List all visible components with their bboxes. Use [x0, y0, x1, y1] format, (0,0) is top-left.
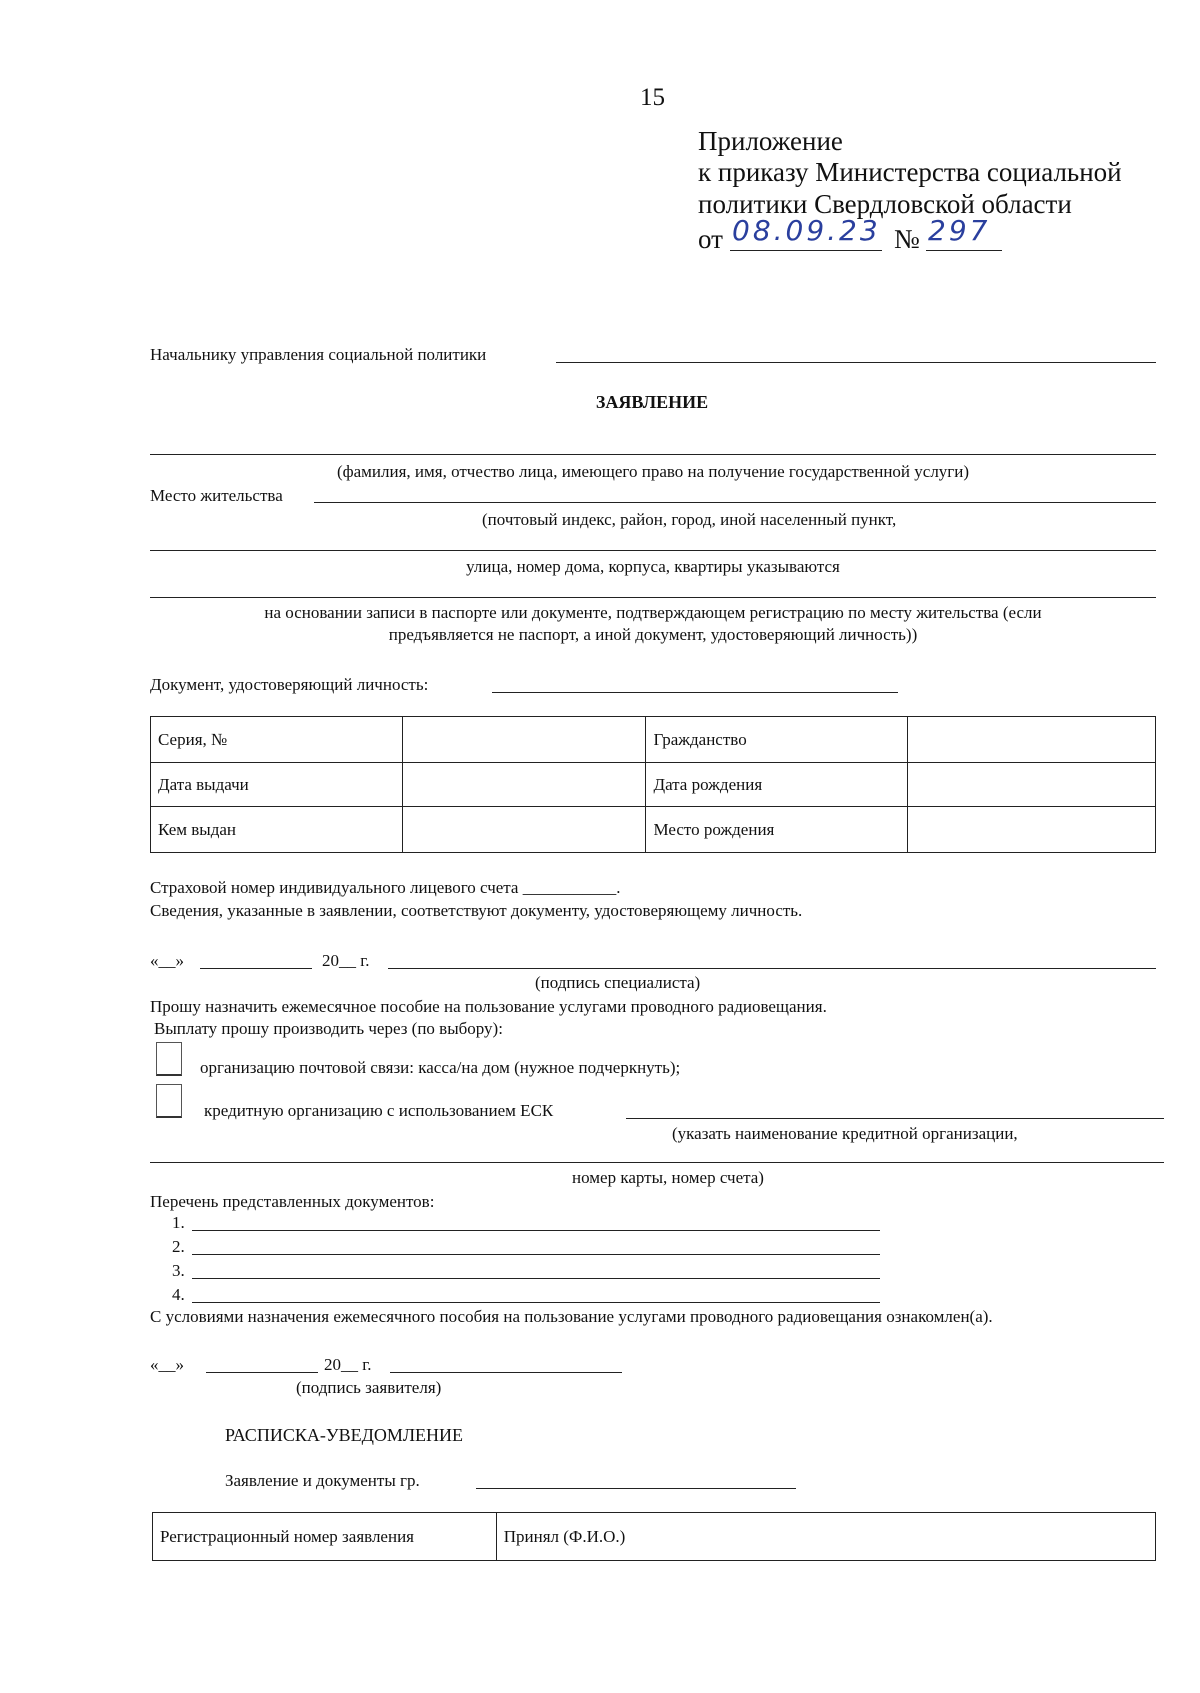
birth-place-value[interactable] [908, 807, 1156, 853]
residence-field-2[interactable] [150, 550, 1156, 551]
applicant-name-field[interactable] [150, 454, 1156, 455]
table-row [151, 717, 1156, 763]
bank-name-field[interactable] [626, 1118, 1164, 1119]
appendix-from-label: от [698, 224, 723, 254]
addressee-field[interactable] [556, 362, 1156, 363]
postal-option-checkbox[interactable] [156, 1042, 182, 1076]
residence-caption-3b: предъявляется не паспорт, а иной документ, удостоверяющий личность)) [388, 625, 918, 644]
specialist-year[interactable]: 20__ г. [322, 951, 370, 970]
receipt-table [152, 1512, 1156, 1561]
order-number-handwritten: 297 [928, 214, 991, 247]
appendix-line-2: политики Свердловской области [698, 189, 1072, 219]
issued-by-value[interactable] [402, 807, 646, 853]
residence-field-1[interactable] [314, 502, 1156, 503]
table-row [151, 807, 1156, 853]
issue-date-value[interactable] [402, 763, 646, 807]
receipt-title: РАСПИСКА-УВЕДОМЛЕНИЕ [225, 1425, 464, 1445]
residence-label: Место жительства [150, 486, 283, 505]
specialist-signature-field[interactable] [388, 968, 1156, 969]
applicant-day[interactable]: «__» [150, 1355, 184, 1374]
specialist-day[interactable]: «__» [150, 951, 184, 970]
id-document-label: Документ, удостоверяющий личность: [150, 675, 429, 694]
applicant-signature-field[interactable] [390, 1372, 622, 1373]
request-text: Прошу назначить ежемесячное пособие на пользование услугами проводного радиовещания. [150, 997, 827, 1016]
documents-label: Перечень представленных документов: [150, 1192, 435, 1211]
page-number: 15 [640, 84, 665, 111]
series-number-label: Серия, № [151, 717, 403, 763]
document-item-3-number: 3. [172, 1261, 185, 1280]
receipt-citizen-field[interactable] [476, 1488, 796, 1489]
birth-place-label: Место рождения [646, 807, 908, 853]
receipt-docs-label: Заявление и документы гр. [225, 1471, 420, 1490]
specialist-signature-caption: (подпись специалиста) [535, 973, 701, 992]
residence-field-3[interactable] [150, 597, 1156, 598]
bank-account-field[interactable] [150, 1162, 1164, 1163]
residence-caption-3a: на основании записи в паспорте или документе, подтверждающем регистрацию по месту жительства (если [264, 603, 1042, 622]
addressee-label: Начальнику управления социальной политики [150, 345, 487, 364]
applicant-year[interactable]: 20__ г. [324, 1355, 372, 1374]
citizenship-value[interactable] [908, 717, 1156, 763]
table-row [153, 1513, 1156, 1561]
bank-caption-2: номер карты, номер счета) [572, 1168, 764, 1187]
postal-option-label: организацию почтовой связи: касса/на дом (нужное подчеркнуть); [200, 1058, 681, 1077]
snils-label-text: Страховой номер индивидуального лицевого счета [150, 878, 519, 897]
applicant-signature-caption: (подпись заявителя) [296, 1378, 442, 1397]
appendix-line-1: к приказу Министерства социальной [698, 157, 1122, 187]
document-item-3-field[interactable] [192, 1278, 880, 1279]
residence-caption-1: (почтовый индекс, район, город, иной населенный пункт, [482, 510, 897, 529]
appendix-no-label: № [894, 224, 920, 254]
form-heading: ЗАЯВЛЕНИЕ [595, 392, 709, 412]
acknowledgement-text: С условиями назначения ежемесячного пособия на пользование услугами проводного радиовещания ознакомлен(а). [150, 1307, 993, 1326]
snils-label [150, 878, 620, 898]
document-item-1-number: 1. [172, 1213, 185, 1232]
id-document-field[interactable] [492, 692, 898, 693]
document-item-2-number: 2. [172, 1237, 185, 1256]
specialist-month-field[interactable] [200, 968, 312, 969]
appendix-title: Приложение [698, 126, 843, 156]
document-item-4-number: 4. [172, 1285, 185, 1304]
document-item-4-field[interactable] [192, 1302, 880, 1303]
order-number-underline [926, 250, 1002, 251]
confirmation-text: Сведения, указанные в заявлении, соответствуют документу, удостоверяющему личность. [150, 901, 803, 920]
order-date-underline [730, 250, 882, 251]
residence-caption-2: улица, номер дома, корпуса, квартиры указываются [466, 557, 840, 576]
document-item-2-field[interactable] [192, 1254, 880, 1255]
payment-label: Выплату прошу производить через (по выбору): [154, 1019, 503, 1038]
citizenship-label: Гражданство [646, 717, 908, 763]
snils-field[interactable]: ___________. [522, 878, 621, 897]
order-date-handwritten: 08.09.23 [732, 214, 881, 247]
document-item-1-field[interactable] [192, 1230, 880, 1231]
accepted-by-cell[interactable]: Принял (Ф.И.О.) [496, 1513, 1155, 1561]
issue-date-label: Дата выдачи [151, 763, 403, 807]
applicant-month-field[interactable] [206, 1372, 318, 1373]
series-number-value[interactable] [402, 717, 646, 763]
id-document-table [150, 716, 1156, 853]
bank-option-checkbox[interactable] [156, 1084, 182, 1118]
applicant-name-caption: (фамилия, имя, отчество лица, имеющего право на получение государственной услуги) [336, 462, 970, 481]
bank-caption-1: (указать наименование кредитной организации, [672, 1124, 1018, 1143]
registration-number-cell[interactable]: Регистрационный номер заявления [153, 1513, 497, 1561]
table-row [151, 763, 1156, 807]
birth-date-label: Дата рождения [646, 763, 908, 807]
issued-by-label: Кем выдан [151, 807, 403, 853]
birth-date-value[interactable] [908, 763, 1156, 807]
bank-option-label: кредитную организацию с использованием ЕСК [204, 1101, 554, 1120]
